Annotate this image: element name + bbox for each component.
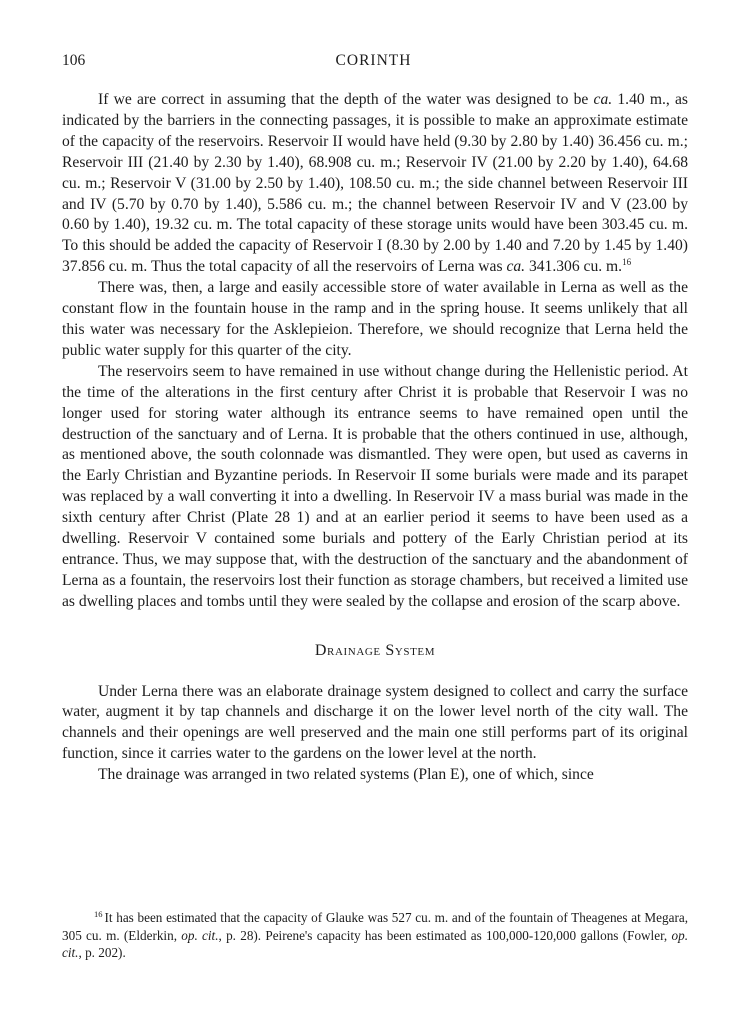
footnote-reference: 16 xyxy=(622,257,632,268)
paragraph-reservoir-capacity: If we are correct in assuming that the depth of the water was designed to be ca. 1.40 m., as indicated by the barriers in the connecting passages, it is possible to make an approximate estimate of the capacity of the reservoirs. Reservoir II would have held (9.30 by 2.80 by 1.40) 36.456 cu. m.; Reservoir III (21.40 by 2.30 by 1.40), 68.908 cu. m.; Reservoir IV (21.00 by 2.20 by 1.40), 64.68 cu. m.; Reservoir V (31.00 by 2.50 by 1.40), 108.50 cu. m.; the side channel between Reservoir III and IV (5.70 by 0.70 by 1.40), 5.586 cu. m.; the channel between Reservoir IV and V (23.00 by 0.60 by 1.40), 19.32 cu. m. The total capacity of these storage units would have been 303.45 cu. m. To this should be added the capacity of Reservoir I (8.30 by 2.00 by 1.40 and 7.20 by 1.45 by 1.40) 37.856 cu. m. Thus the total capacity of all the reservoirs of Lerna was ca. 341.306 cu. m.$^{16}$ xyxy=(62,91,689,276)
page-number: 106 xyxy=(62,52,86,69)
running-title: CORINTH xyxy=(335,52,412,69)
section-heading: Drainage System xyxy=(314,641,436,659)
footnote-number: 16 xyxy=(94,909,103,919)
body-text xyxy=(62,90,688,786)
running-head xyxy=(62,52,685,74)
paragraph-later-use: The reservoirs seem to have remained in use without change during the Hellenistic period. At the time of the alterations in the first century after Christ it is probable that Reservoir I was no longer used for storing water although its entrance seems to have remained open until the destruction of the sanctuary and of Lerna. It is probable that the others continued in use, although, as mentioned above, the south colonnade was dismantled. They were open, but used as caverns in the Early Christian and Byzantine periods. In Reservoir II some burials were made and its parapet was replaced by a wall converting it into a dwelling. In Reservoir IV a mass burial was made in the sixth century after Christ (Plate 28 1) and at an earlier period it seems to have been used as a dwelling. Reservoir V contained some burials and pottery of the Early Christian period at its entrance. Thus, we may suppose that, with the destruction of the sanctuary and the abandonment of Lerna as a fountain, the reservoirs lost their function as storage chambers, but received a limited use as dwelling places and tombs until they were sealed by the collapse and erosion of the scarp above. xyxy=(62,362,688,610)
paragraph-drainage-systems: The drainage was arranged in two related systems (Plan E), one of which, since xyxy=(98,766,594,784)
footnote-16: $^{16}$ It has been estimated that the capacity of Glauke was 527 cu. m. and of the fountain of Theagenes at Megara, 305 cu. m. (Elderkin, op. cit., p. 28). Peirene's capacity has been estimated as 100,000-120,000 gallons (Fowler, op. cit., p. 202). xyxy=(62,909,688,961)
paragraph-water-supply: There was, then, a large and easily accessible store of water available in Lerna as well as the constant flow in the fountain house in the ramp and in the spring house. It seems unlikely that all this water was necessary for the Asklepieion. Therefore, we should recognize that Lerna held the public water supply for this quarter of the city. xyxy=(62,279,688,359)
footnotes xyxy=(62,909,688,962)
paragraph-drainage-intro: Under Lerna there was an elaborate drainage system designed to collect and carry the surface water, augment it by tap channels and discharge it on the lower level north of the city wall. The channels and their openings are well preserved and the main one still performs part of its original function, since it carries water to the gardens on the lower level at the north. xyxy=(62,682,688,763)
